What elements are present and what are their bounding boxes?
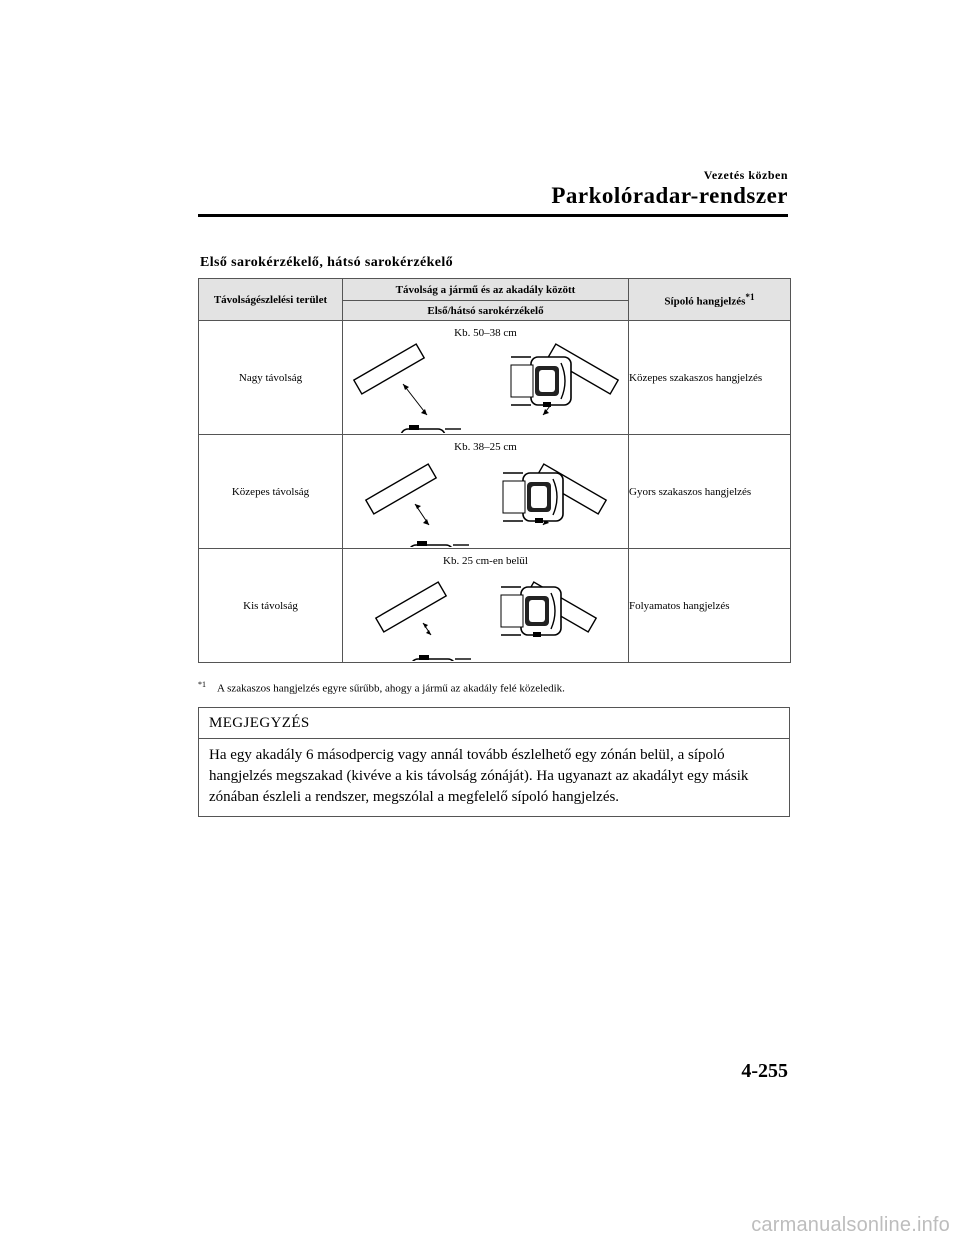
footnote bbox=[198, 680, 565, 695]
note-text: Ha egy akadály 6 másodpercig vagy annál tovább észlelhető egy zónán belül, a sípoló hangjelzés megszakad (kivéve a kis távolság zónáját). Ha ugyanazt az akadályt egy másik zónában észleli a rendszer, megszólal a megfelelő sípoló hangjelzés. bbox=[209, 747, 749, 805]
distance-label: Kb. 38–25 cm bbox=[454, 441, 517, 453]
header-sound-label: Sípoló hangjelzés bbox=[664, 295, 746, 308]
watermark: carmanualsonline.info bbox=[751, 1214, 950, 1236]
header-distance: Távolság a jármű és az akadály között bbox=[343, 279, 629, 301]
zone-cell: Nagy távolság bbox=[199, 321, 343, 435]
sound-cell: Folyamatos hangjelzés bbox=[629, 549, 791, 663]
zone-cell: Kis távolság bbox=[199, 549, 343, 663]
sound-cell: Közepes szakaszos hangjelzés bbox=[629, 321, 791, 435]
distance-label: Kb. 50–38 cm bbox=[454, 327, 517, 339]
distance-cell bbox=[343, 435, 629, 549]
zone-cell: Közepes távolság bbox=[199, 435, 343, 549]
page-number: 4-255 bbox=[741, 1060, 788, 1082]
distance-table bbox=[198, 278, 791, 663]
distance-cell bbox=[343, 549, 629, 663]
note-heading: MEGJEGYZÉS bbox=[199, 708, 789, 739]
page-title: Parkolóradar-rendszer bbox=[551, 183, 788, 208]
header-zone: Távolságészlelési terület bbox=[199, 279, 343, 321]
chapter-label: Vezetés közben bbox=[703, 168, 788, 182]
header-rule bbox=[198, 214, 788, 217]
footnote-text: A szakaszos hangjelzés egyre sűrűbb, ahogy a jármű az akadály felé közeledik. bbox=[217, 682, 565, 695]
table-row bbox=[199, 435, 791, 549]
distance-cell bbox=[343, 321, 629, 435]
footnote-mark: *1 bbox=[198, 680, 206, 689]
header-sensor: Első/hátsó sarokérzékelő bbox=[343, 301, 629, 321]
table-row bbox=[199, 549, 791, 663]
table-row bbox=[199, 321, 791, 435]
sensor-diagram bbox=[353, 453, 619, 547]
sensor-diagram bbox=[353, 339, 619, 433]
sound-cell: Gyors szakaszos hangjelzés bbox=[629, 435, 791, 549]
note-box bbox=[198, 707, 790, 817]
header-sound-footnote-mark: *1 bbox=[745, 291, 755, 302]
sensor-diagram bbox=[353, 567, 619, 661]
distance-label: Kb. 25 cm-en belül bbox=[443, 555, 528, 567]
header-sound bbox=[629, 279, 791, 321]
section-title: Első sarokérzékelő, hátsó sarokérzékelő bbox=[200, 255, 454, 270]
